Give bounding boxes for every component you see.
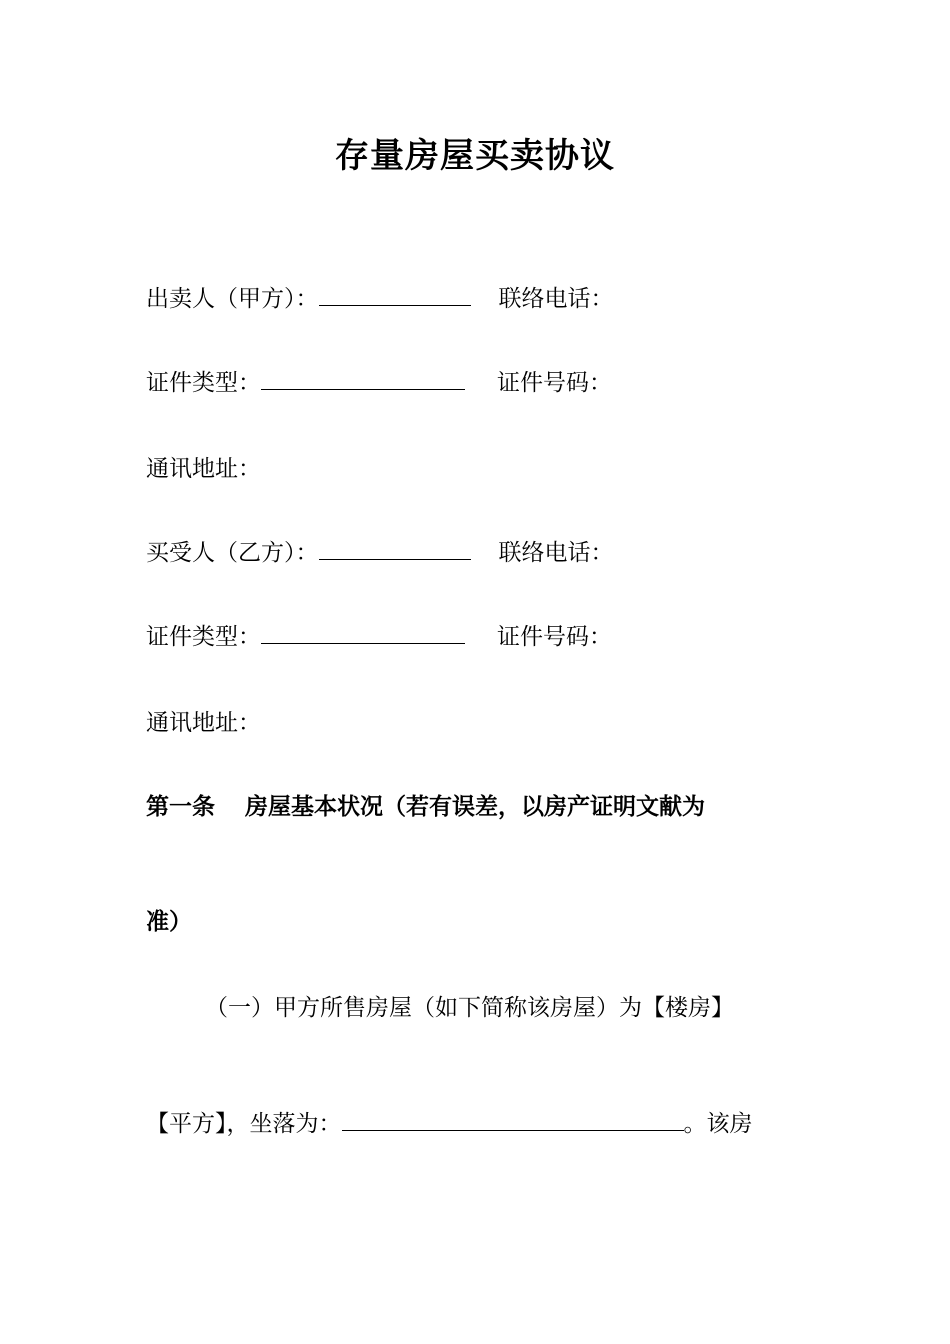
- seller-name-blank: [319, 283, 471, 306]
- location-blank: [342, 1108, 684, 1131]
- article1-para1: [205, 992, 734, 1024]
- buyer-label: 买受人（乙方）：: [146, 540, 319, 566]
- buyer-id-row: [146, 621, 612, 653]
- seller-address-label: 通讯地址：: [146, 456, 261, 482]
- article1-para1-line2-end: 。该房: [683, 1111, 753, 1137]
- seller-id-type-blank: [261, 367, 465, 390]
- buyer-name-blank: [319, 537, 471, 560]
- buyer-id-type-blank: [261, 621, 465, 644]
- article1-para1-cont: [146, 1108, 753, 1140]
- article1-heading-line2: 准）: [146, 908, 192, 935]
- buyer-phone-label: 联络电话：: [498, 540, 614, 566]
- seller-phone-label: 联络电话：: [498, 286, 614, 312]
- article1-heading: [146, 791, 705, 823]
- article1-heading-cont: [146, 906, 192, 938]
- buyer-id-type-label: 证件类型：: [146, 624, 261, 650]
- article1-para1-line2-start: 【平方】，坐落为：: [146, 1111, 342, 1137]
- seller-label: 出卖人（甲方）：: [146, 286, 319, 312]
- buyer-address-row: [146, 707, 261, 739]
- seller-id-row: [146, 367, 612, 399]
- seller-address-row: [146, 453, 261, 485]
- article1-heading-line1: 房屋基本状况（若有误差，以房产证明文献为: [245, 793, 705, 820]
- seller-id-type-label: 证件类型：: [146, 370, 261, 396]
- article1-para1-line1: （一）甲方所售房屋（如下简称该房屋）为【楼房】: [205, 995, 734, 1021]
- article1-number: 第一条: [146, 793, 215, 820]
- seller-id-number-label: 证件号码：: [497, 370, 612, 396]
- seller-row: [146, 283, 614, 315]
- buyer-address-label: 通讯地址：: [146, 710, 261, 736]
- document-title: 存量房屋买卖协议: [335, 136, 615, 176]
- buyer-id-number-label: 证件号码：: [497, 624, 612, 650]
- buyer-row: [146, 537, 614, 569]
